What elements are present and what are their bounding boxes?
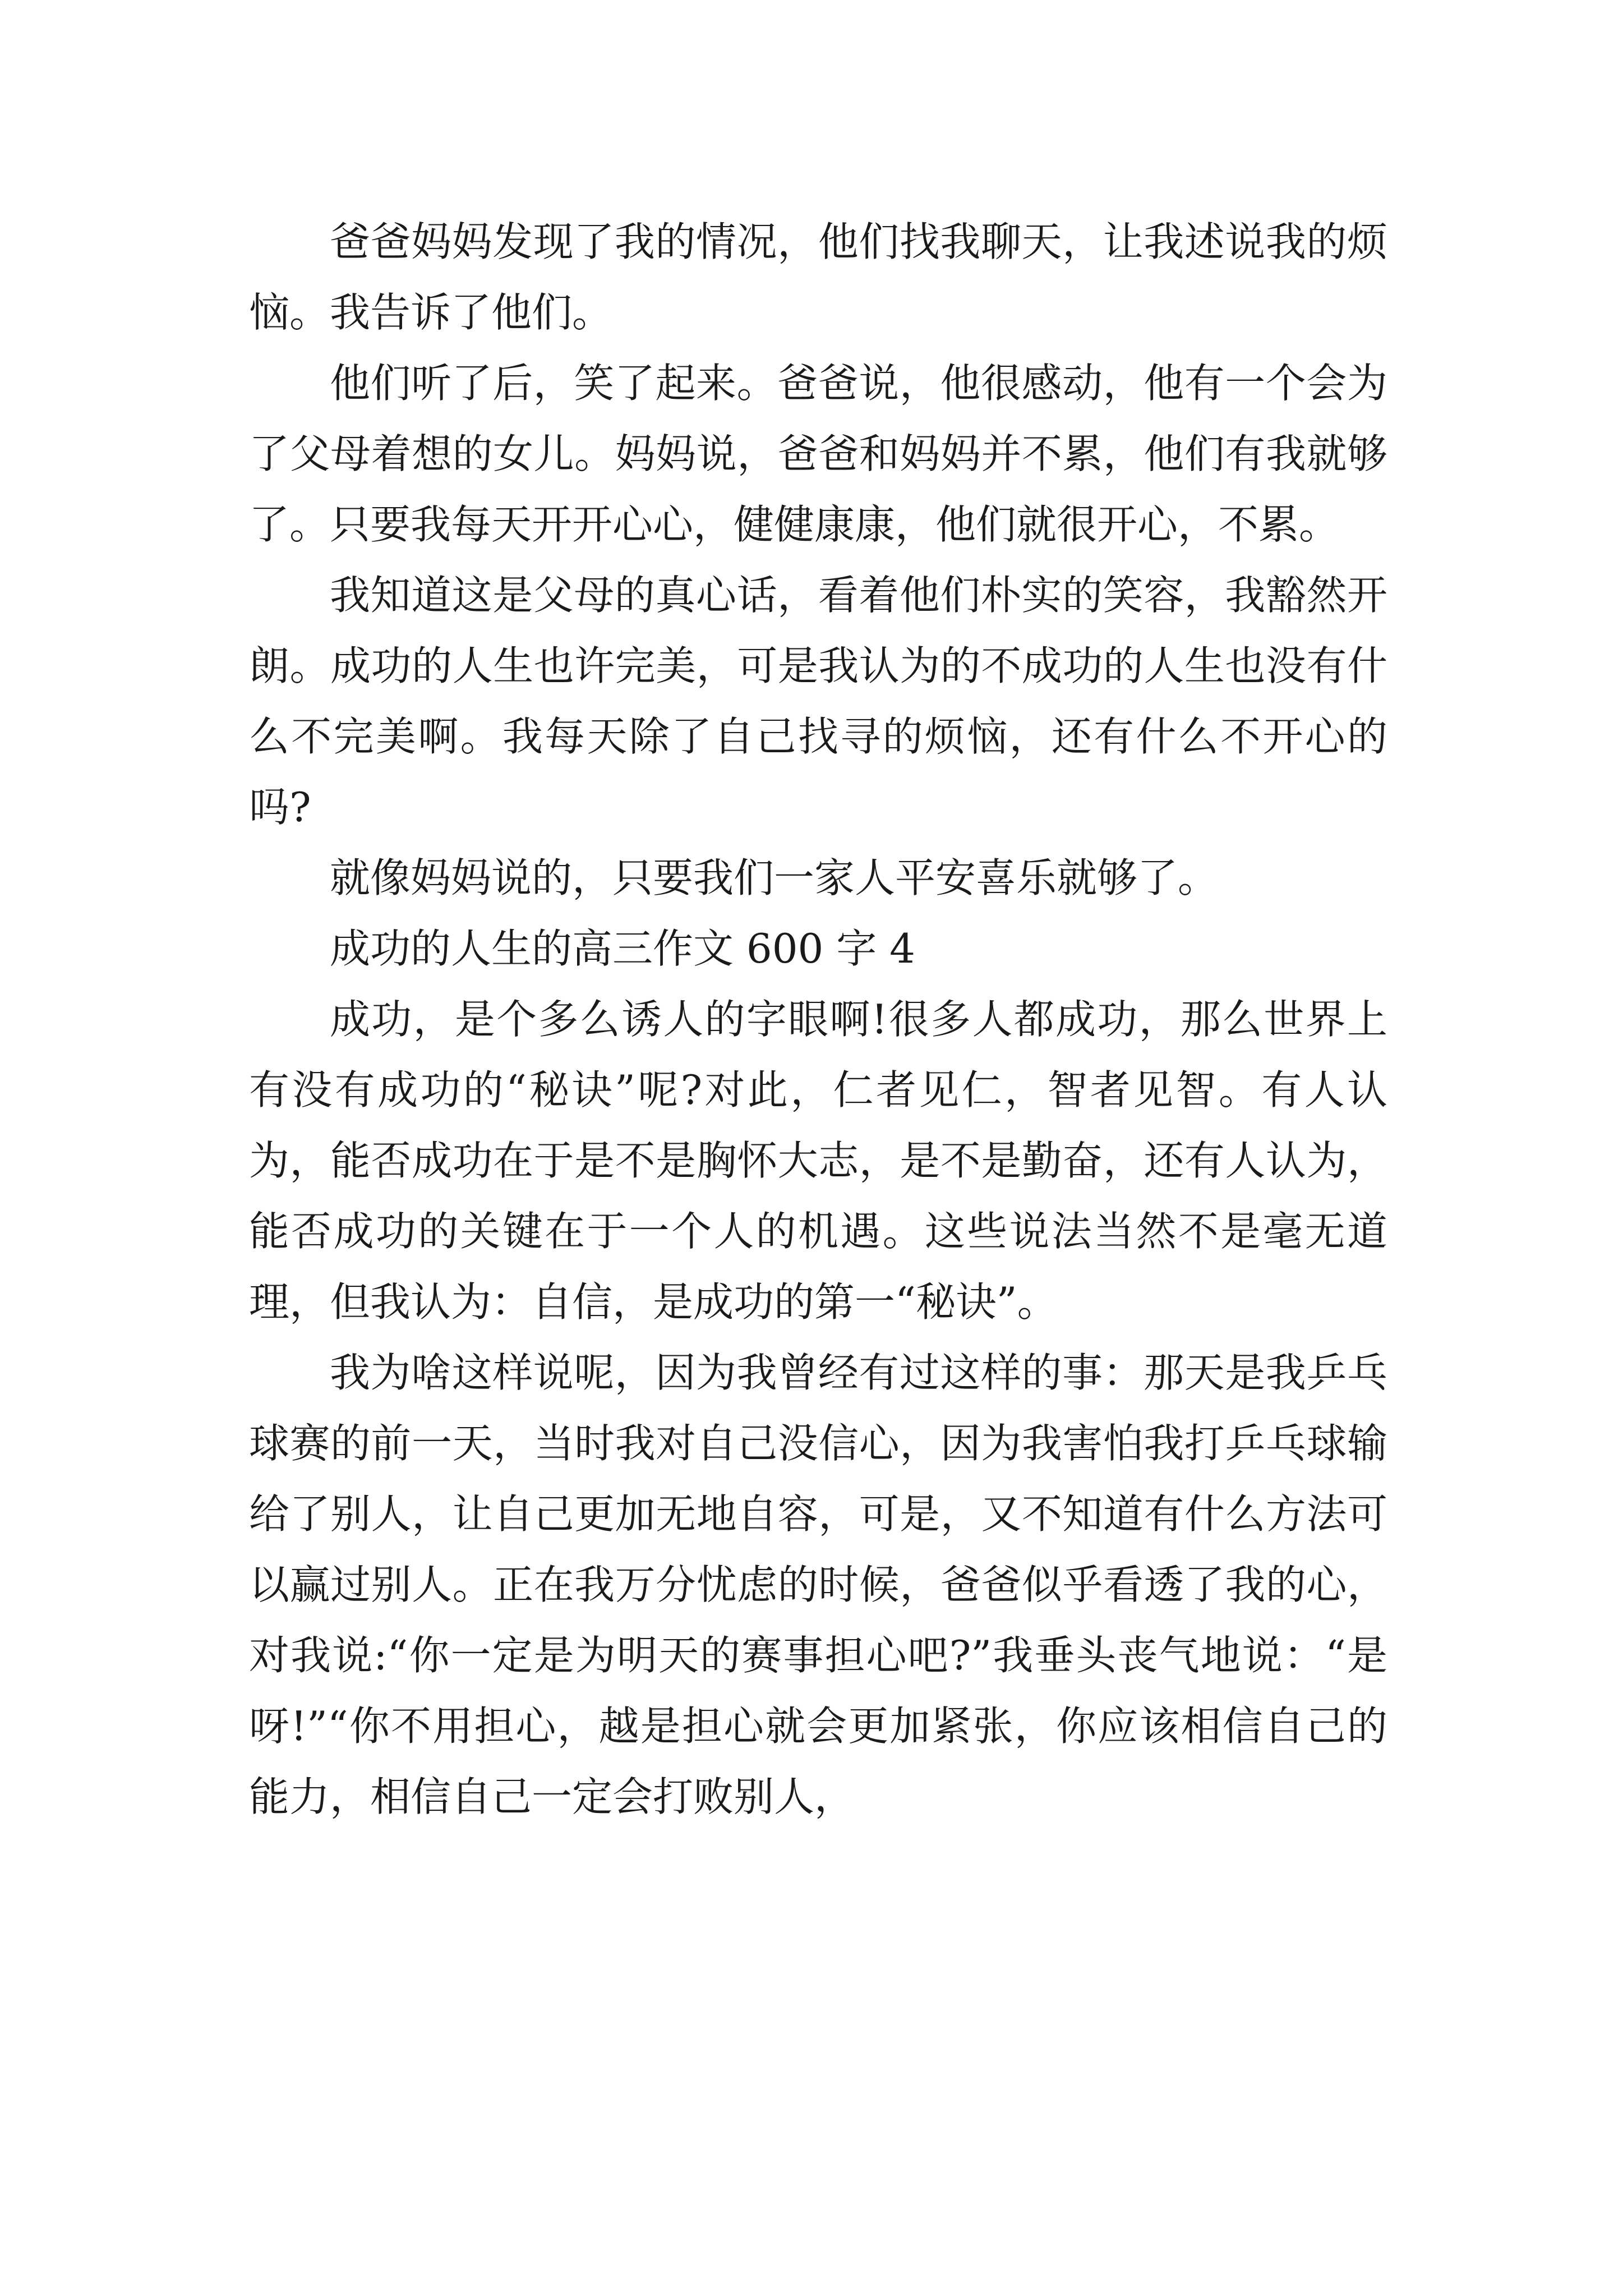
section-heading: 成功的人生的高三作文 600 字 4	[330, 925, 915, 972]
paragraph: 我知道这是父母的真心话，看着他们朴实的笑容，我豁然开朗。成功的人生也许完美，可是我认为的不成功的人生也没有什么不完美啊。我每天除了自己找寻的烦恼，还有什么不开心的吗?	[249, 572, 1387, 831]
paragraph: 他们听了后，笑了起来。爸爸说，他很感动，他有一个会为了父母着想的女儿。妈妈说，爸爸和妈妈并不累，他们有我就够了。只要我每天开开心心，健健康康，他们就很开心，不累。	[249, 360, 1387, 548]
paragraph: 成功，是个多么诱人的字眼啊!很多人都成功，那么世界上有没有成功的“秘诀”呢?对此，仁者见仁，智者见智。有人认为，能否成功在于是不是胸怀大志，是不是勤奋，还有人认为，能否成功的关键在于一个人的机遇。这些说法当然不是毫无道理，但我认为：自信，是成功的第一“秘诀”。	[249, 996, 1387, 1326]
document-body	[249, 206, 1387, 1832]
paragraph: 我为啥这样说呢，因为我曾经有过这样的事：那天是我乒乓球赛的前一天，当时我对自己没信心，因为我害怕我打乒乓球输给了别人，让自己更加无地自容，可是，又不知道有什么方法可以赢过别人。正在我万分忧虑的时候，爸爸似乎看透了我的心，对我说:“你一定是为明天的赛事担心吧?”我垂头丧气地说：“是呀!”“你不用担心，越是担心就会更加紧张，你应该相信自己的能力，相信自己一定会打败别人，	[249, 1349, 1387, 1820]
paragraph: 就像妈妈说的，只要我们一家人平安喜乐就够了。	[330, 854, 1219, 901]
paragraph: 爸爸妈妈发现了我的情况，他们找我聊天，让我述说我的烦恼。我告诉了他们。	[249, 218, 1387, 336]
